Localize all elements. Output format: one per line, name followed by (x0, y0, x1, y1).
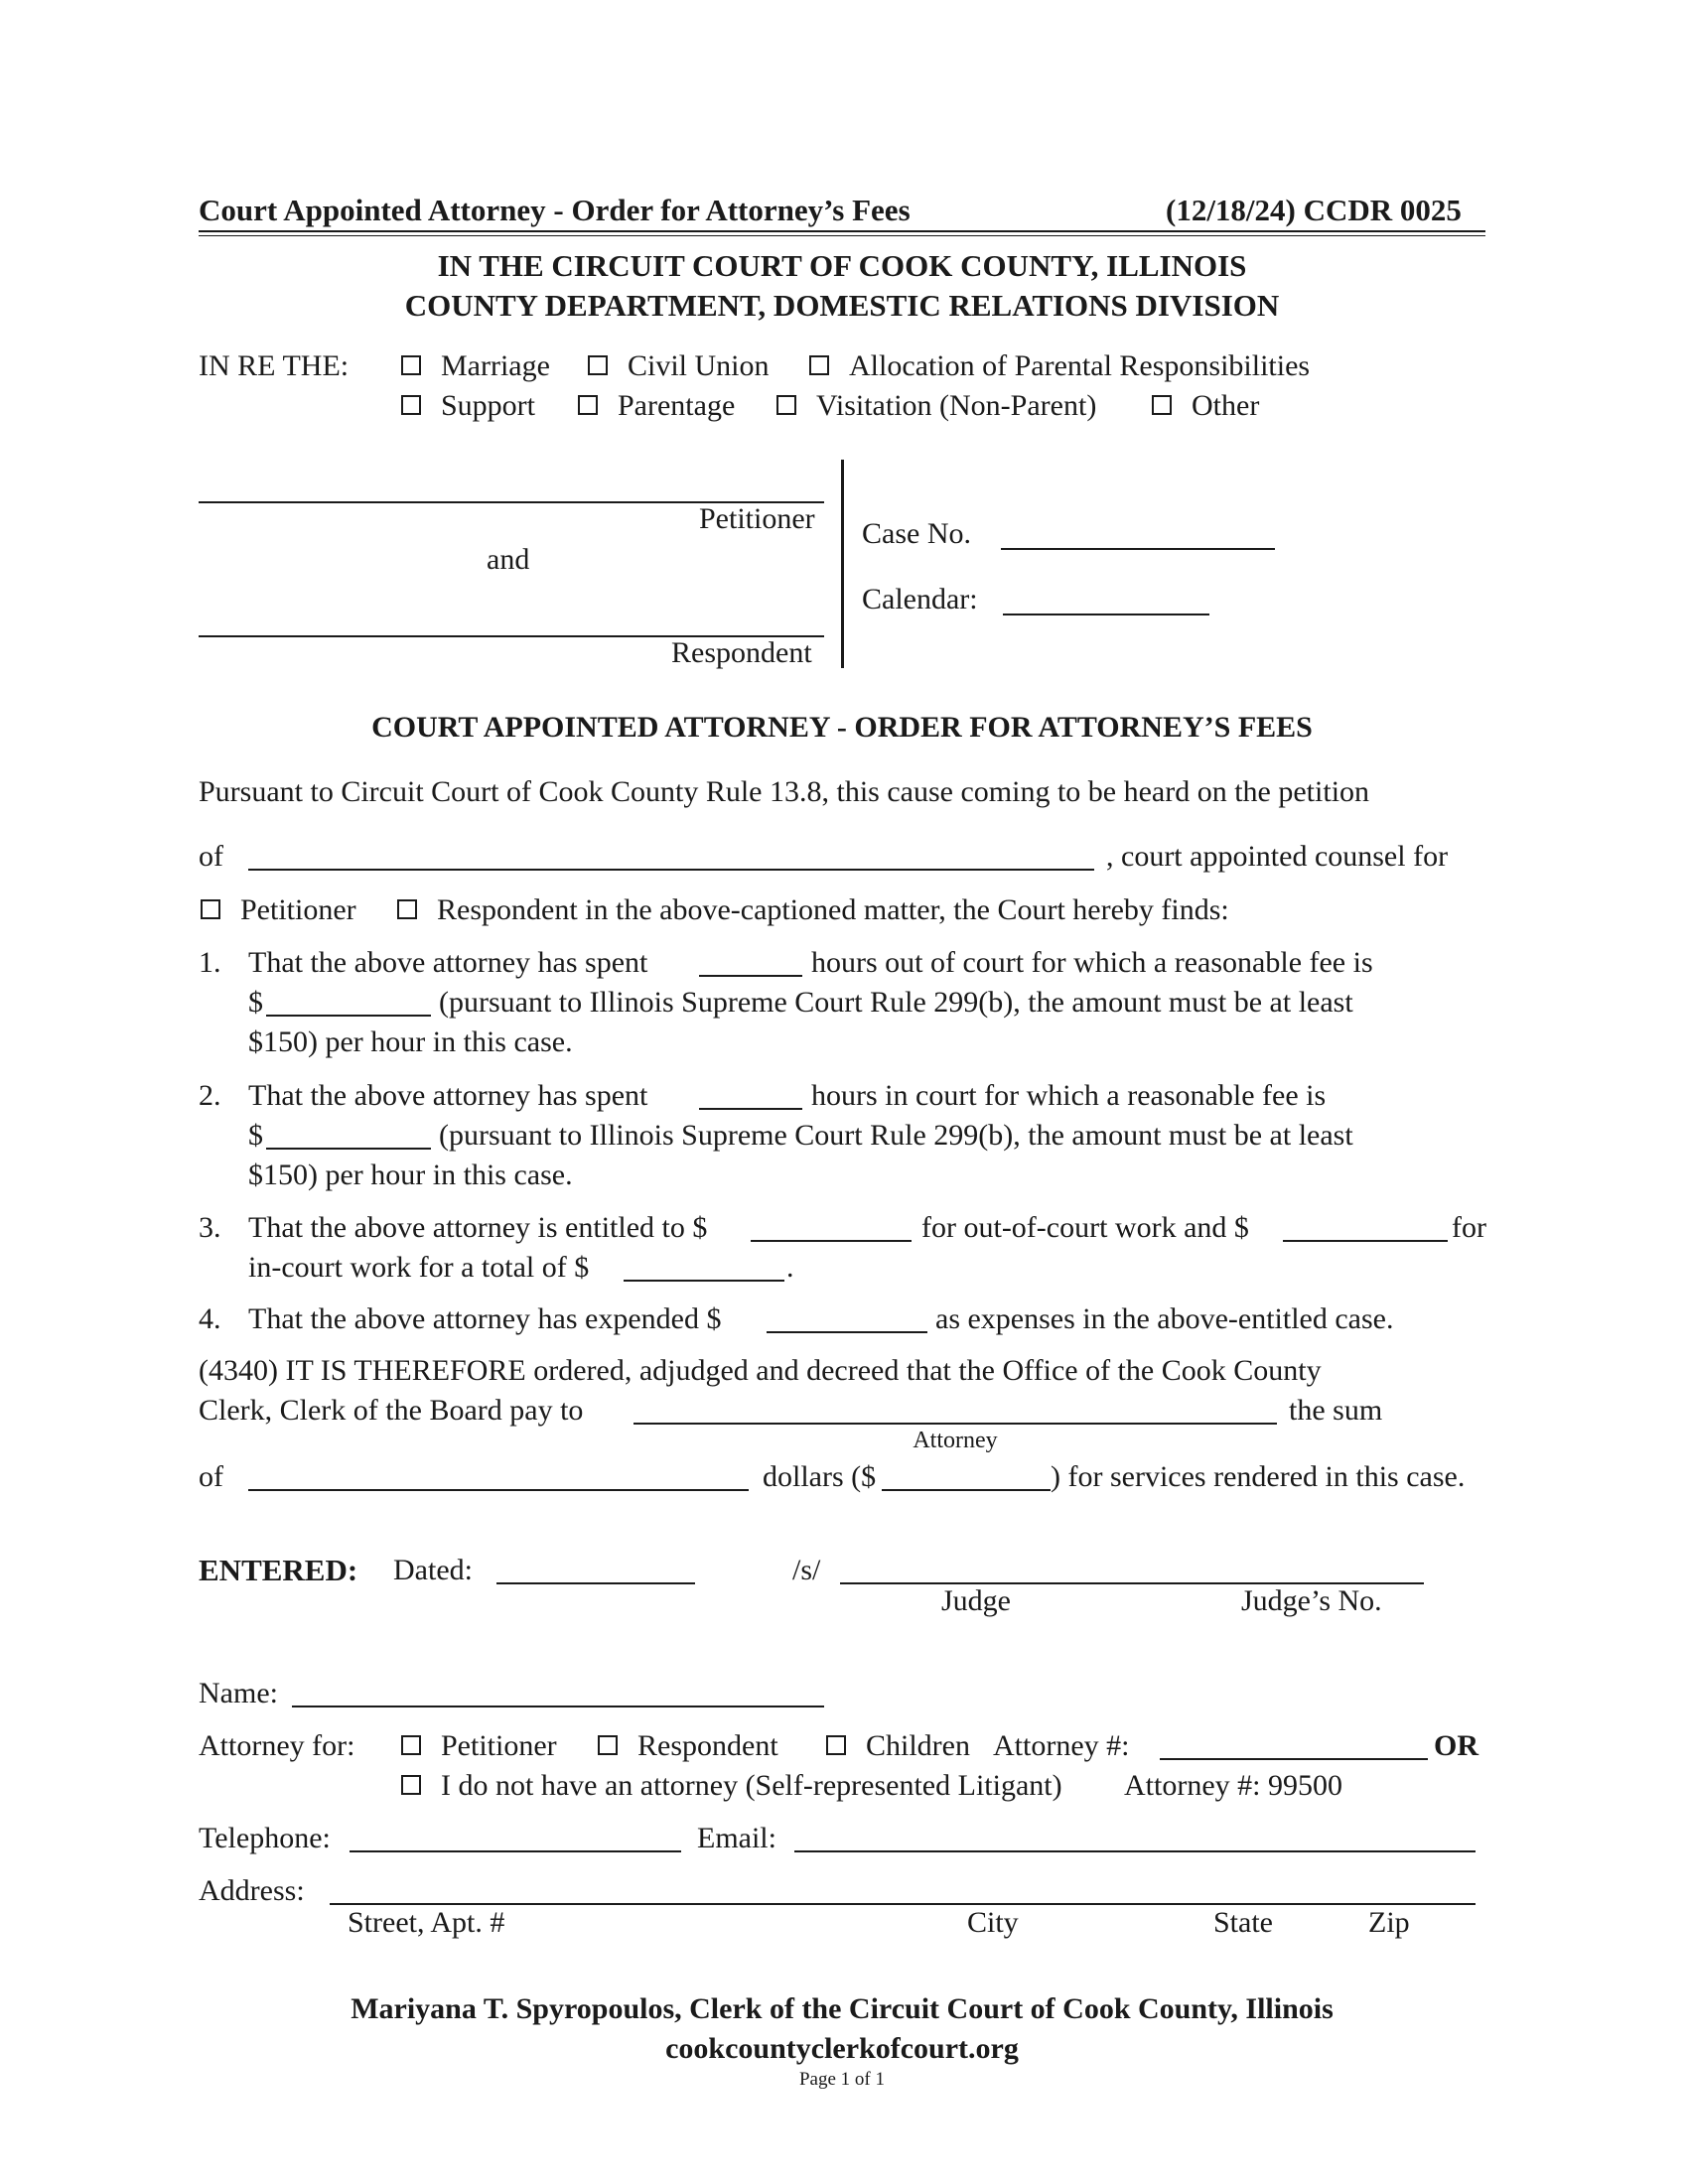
header-rule-top (199, 230, 1485, 232)
dollars-text: dollars ($ (763, 1460, 877, 1493)
name-field[interactable] (292, 1706, 824, 1707)
signature-mark: /s/ (792, 1554, 821, 1586)
caption-divider (841, 460, 844, 668)
item2-hours-field[interactable] (699, 1108, 802, 1110)
judge-caption: Judge (941, 1584, 1011, 1617)
address-label: Address: (199, 1874, 305, 1907)
attorney-for-children-label: Children (866, 1729, 970, 1762)
entered-label: ENTERED: (199, 1553, 358, 1587)
address-field[interactable] (330, 1903, 1476, 1905)
page-number: Page 1 of 1 (798, 2069, 885, 2090)
email-field[interactable] (794, 1850, 1476, 1852)
marriage-label: Marriage (441, 349, 550, 382)
support-label: Support (441, 389, 536, 422)
form-code: (12/18/24) CCDR 0025 (1166, 193, 1462, 227)
item2-text-e: $150) per hour in this case. (248, 1159, 573, 1191)
clerk-website[interactable]: cookcountyclerkofcourt.org (665, 2032, 1019, 2065)
item4-expenses-field[interactable] (767, 1331, 927, 1333)
order-title: COURT APPOINTED ATTORNEY - ORDER FOR ATTORNEY’S FEES (371, 711, 1313, 744)
item3-text-a: That the above attorney is entitled to $ (248, 1211, 708, 1244)
dated-label: Dated: (393, 1554, 473, 1586)
item2-text-b: hours in court for which a reasonable fee is (811, 1079, 1327, 1112)
item3-text-b: for out-of-court work and $ (921, 1211, 1249, 1244)
parentage-checkbox[interactable] (578, 395, 598, 415)
item2-dollar: $ (248, 1119, 263, 1152)
calendar-field[interactable] (1003, 614, 1209, 615)
petitioner-caption: Petitioner (699, 502, 815, 535)
visitation-checkbox[interactable] (776, 395, 796, 415)
the-sum-text: the sum (1289, 1394, 1383, 1427)
telephone-label: Telephone: (199, 1822, 331, 1854)
attorney-for-petitioner-checkbox[interactable] (401, 1735, 421, 1755)
item1-fee-field[interactable] (266, 1015, 431, 1017)
attorney-for-respondent-checkbox[interactable] (598, 1735, 618, 1755)
clerk-name: Mariyana T. Spyropoulos, Clerk of the Circuit Court of Cook County, Illinois (351, 1992, 1334, 2025)
attorney-for-petitioner-label: Petitioner (441, 1729, 557, 1762)
allocation-checkbox[interactable] (809, 355, 829, 375)
item4-text-b: as expenses in the above-entitled case. (935, 1302, 1394, 1335)
item4-text-a: That the above attorney has expended $ (248, 1302, 722, 1335)
or-label: OR (1434, 1729, 1478, 1762)
counsel-for-text: , court appointed counsel for (1106, 840, 1449, 873)
sum-amount-field[interactable] (882, 1489, 1051, 1491)
name-label: Name: (199, 1677, 278, 1709)
services-text: ) for services rendered in this case. (1051, 1460, 1466, 1493)
form-title: Court Appointed Attorney - Order for Attorney’s Fees (199, 193, 911, 227)
payee-attorney-field[interactable] (633, 1423, 1277, 1425)
counsel-respondent-checkbox[interactable] (397, 899, 417, 919)
item2-fee-field[interactable] (266, 1148, 431, 1150)
visitation-label: Visitation (Non-Parent) (816, 389, 1097, 422)
sum-words-field[interactable] (248, 1489, 749, 1491)
attorney-caption: Attorney (913, 1428, 998, 1453)
item3-number: 3. (199, 1211, 221, 1244)
of-sum-label: of (199, 1460, 223, 1493)
in-re-label: IN RE THE: (199, 349, 350, 382)
marriage-checkbox[interactable] (401, 355, 421, 375)
attorney-for-label: Attorney for: (199, 1729, 355, 1762)
attorney-number-field[interactable] (1160, 1758, 1428, 1760)
item3-text-c: for (1452, 1211, 1486, 1244)
item3-out-court-field[interactable] (751, 1240, 912, 1242)
allocation-label: Allocation of Parental Responsibilities (849, 349, 1311, 382)
counsel-respondent-label: Respondent in the above-captioned matter, the Court hereby finds: (437, 893, 1229, 926)
item1-text-b: hours out of court for which a reasonable fee is (811, 946, 1373, 979)
counsel-petitioner-checkbox[interactable] (201, 899, 220, 919)
court-division: COUNTY DEPARTMENT, DOMESTIC RELATIONS DIVISION (404, 288, 1280, 323)
item2-text-a: That the above attorney has spent (248, 1079, 648, 1112)
state-caption: State (1213, 1906, 1273, 1939)
other-checkbox[interactable] (1152, 395, 1172, 415)
item1-text-a: That the above attorney has spent (248, 946, 648, 979)
respondent-caption: Respondent (671, 636, 812, 669)
parentage-label: Parentage (618, 389, 736, 422)
attorney-for-respondent-label: Respondent (637, 1729, 778, 1762)
attorney-number-label: Attorney #: (993, 1729, 1130, 1762)
judge-no-caption: Judge’s No. (1241, 1584, 1382, 1617)
self-represented-checkbox[interactable] (401, 1775, 421, 1795)
case-no-label: Case No. (862, 517, 971, 550)
item2-number: 2. (199, 1079, 221, 1112)
court-title: IN THE CIRCUIT COURT OF COOK COUNTY, ILLINOIS (437, 248, 1247, 283)
case-no-field[interactable] (1001, 548, 1275, 550)
civil-union-label: Civil Union (628, 349, 770, 382)
telephone-field[interactable] (350, 1850, 681, 1852)
item3-in-court-field[interactable] (1283, 1240, 1448, 1242)
intro-text: Pursuant to Circuit Court of Cook County Rule 13.8, this cause coming to be heard on the petition (199, 775, 1370, 808)
and-caption: and (487, 543, 530, 576)
other-label: Other (1192, 389, 1260, 422)
item1-number: 1. (199, 946, 221, 979)
street-caption: Street, Apt. # (348, 1906, 505, 1939)
petitioner-counsel-field[interactable] (248, 869, 1094, 871)
item1-hours-field[interactable] (699, 975, 802, 977)
zip-caption: Zip (1368, 1906, 1410, 1939)
of-label: of (199, 840, 223, 873)
self-represented-label: I do not have an attorney (Self-represented Litigant) (441, 1769, 1062, 1802)
item4-number: 4. (199, 1302, 221, 1335)
order-text-2: Clerk, Clerk of the Board pay to (199, 1394, 584, 1427)
calendar-label: Calendar: (862, 583, 978, 615)
item1-dollar: $ (248, 986, 263, 1019)
item1-text-e: $150) per hour in this case. (248, 1025, 573, 1058)
email-label: Email: (697, 1822, 776, 1854)
self-represented-attorney-number: Attorney #: 99500 (1124, 1769, 1342, 1802)
attorney-for-children-checkbox[interactable] (826, 1735, 846, 1755)
item2-text-d: (pursuant to Illinois Supreme Court Rule 299(b), the amount must be at least (439, 1119, 1353, 1152)
dated-field[interactable] (496, 1582, 695, 1584)
support-checkbox[interactable] (401, 395, 421, 415)
civil-union-checkbox[interactable] (588, 355, 608, 375)
item3-total-field[interactable] (624, 1280, 784, 1282)
counsel-petitioner-label: Petitioner (240, 893, 356, 926)
item1-text-d: (pursuant to Illinois Supreme Court Rule 299(b), the amount must be at least (439, 986, 1353, 1019)
order-text-1: (4340) IT IS THEREFORE ordered, adjudged and decreed that the Office of the Cook County (199, 1354, 1322, 1387)
city-caption: City (967, 1906, 1019, 1939)
item3-text-d: in-court work for a total of $ (248, 1251, 590, 1284)
item3-period: . (786, 1251, 794, 1284)
header-rule-bottom (199, 235, 1485, 236)
